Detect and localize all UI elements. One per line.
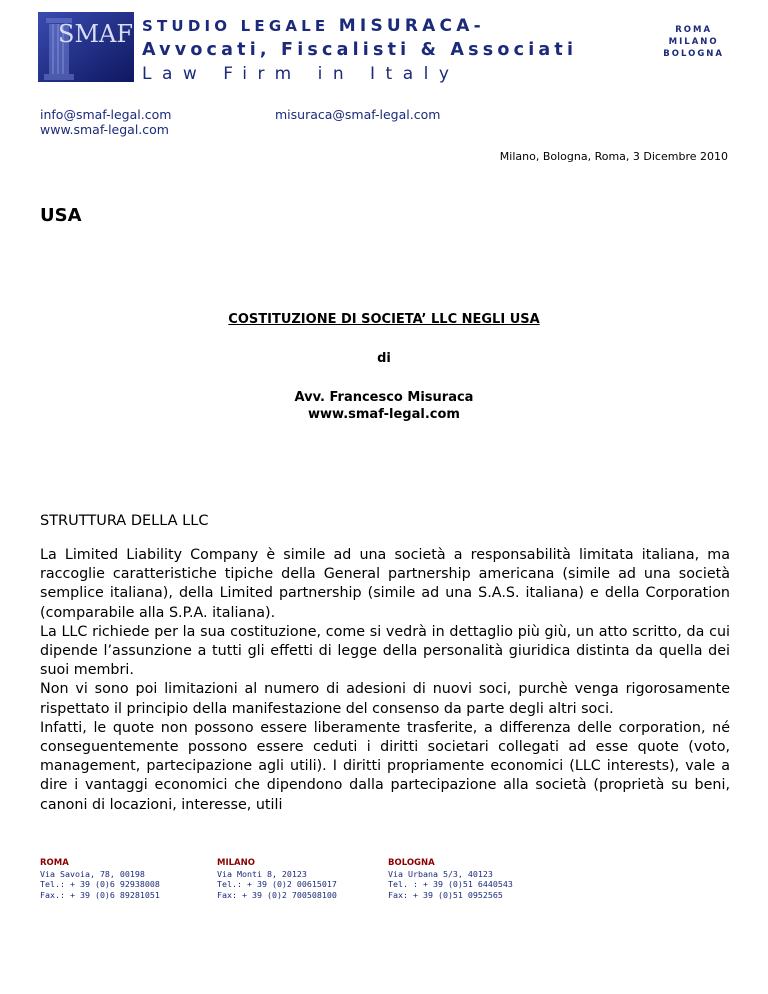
document-title: COSTITUZIONE DI SOCIETA’ LLC NEGLI USA: [228, 312, 540, 327]
body-text: [40, 546, 730, 815]
footer-address: Via Savoia, 78, 00198: [40, 868, 145, 879]
paragraph: La LLC richiede per la sua costituzione, come si vedrà in dettaglio più giù, un atto scritto, da cui dipende l’assunzione a tutti gli effetti di legge della personalità giuridica distinta da quella dei suoi membri.: [40, 623, 730, 679]
office-cities: [663, 24, 724, 60]
author-name: Avv. Francesco Misuraca: [294, 390, 474, 405]
paragraph: La Limited Liability Company è simile ad una società a responsabilità limitata italiana, ma raccoglie caratteristiche tipiche della General partnership americana (simile ad una società semplice italiana), della Limited partnership (simile ad una S.A.S. italiana) e della Corporation (comparabile alla S.P.A. italiana).: [40, 547, 730, 621]
logo-letter-s: SMAF: [58, 20, 133, 48]
author-block: [0, 389, 768, 423]
contact-right: [275, 107, 440, 122]
firm-name: [142, 16, 485, 36]
footer-city: ROMA: [40, 858, 69, 868]
paragraph: Infatti, le quote non possono essere liberamente trasferite, a differenza delle corporation, né conseguentemente possono essere ceduti i diritti societari collegati ad esse quote (voto, management, partecipazione agli utili). I diritti propriamente economici (LLC interests), vale a dire i vantaggi economici che dipendono dalla partecipazione alla società (proprietà su beni, canoni di locazioni, interesse, utili: [40, 719, 730, 813]
footer-address: Via Monti 8, 20123: [217, 868, 307, 879]
country-heading: USA: [40, 205, 82, 226]
firm-name-main: MISURACA-: [338, 16, 485, 36]
firm-subtitle: Avvocati, Fiscalisti & Associati: [142, 40, 578, 60]
footer-tel: Tel.: + 39 (0)2 00615017: [217, 879, 337, 889]
city-milano: MILANO: [668, 37, 719, 47]
footer-address: Via Urbana 5/3, 40123: [388, 868, 493, 879]
email-misuraca[interactable]: misuraca@smaf-legal.com: [275, 107, 441, 122]
footer-tel: Tel. : + 39 (0)51 6440543: [388, 879, 513, 889]
date-line: Milano, Bologna, Roma, 3 Dicembre 2010: [499, 150, 728, 163]
paragraph: Non vi sono poi limitazioni al numero di adesioni di nuovi soci, purchè venga rigorosamente rispettato il principio della manifestazione del consenso da parte degli altri soci.: [40, 681, 730, 717]
contact-left: [40, 107, 171, 137]
firm-name-prefix: STUDIO LEGALE: [142, 17, 330, 35]
city-roma: ROMA: [675, 25, 713, 35]
footer-fax: Fax.: + 39 (0)6 89281051: [40, 889, 160, 900]
footer-office-bologna: [388, 858, 513, 900]
footer-fax: Fax: + 39 (0)2 700508100: [217, 889, 337, 900]
email-info[interactable]: info@smaf-legal.com: [40, 107, 172, 122]
by-word: di: [377, 351, 391, 366]
author-website[interactable]: www.smaf-legal.com: [308, 407, 460, 422]
website-link[interactable]: www.smaf-legal.com: [40, 122, 169, 137]
footer-tel: Tel.: + 39 (0)6 92938008: [40, 879, 160, 889]
city-bologna: BOLOGNA: [663, 49, 724, 59]
footer-office-roma: [40, 858, 160, 900]
section-title: STRUTTURA DELLA LLC: [40, 513, 209, 529]
footer-city: BOLOGNA: [388, 858, 435, 868]
footer-office-milano: [217, 858, 337, 900]
footer-city: MILANO: [217, 858, 255, 868]
firm-logo: [38, 12, 134, 82]
footer-fax: Fax: + 39 (0)51 0952565: [388, 889, 503, 900]
firm-tagline: Law Firm in Italy: [142, 64, 460, 84]
